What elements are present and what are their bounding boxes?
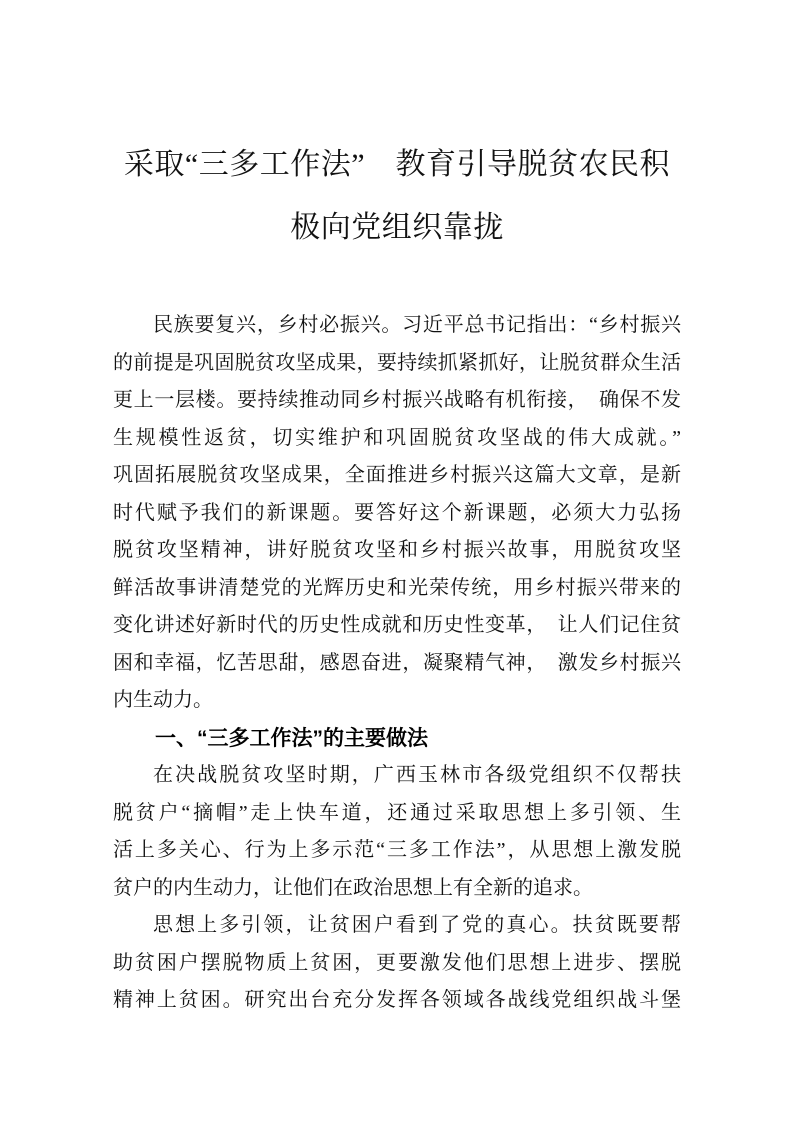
body-line: 思想上多引领，让贫困户看到了党的真心。扶贫既要帮	[153, 914, 681, 936]
body-line: 变化讲述好新时代的历史性成就和历史性变革， 让人们记住贫	[113, 614, 681, 636]
body-line: 脱贫攻坚精神，讲好脱贫攻坚和乡村振兴故事，用脱贫攻坚	[113, 539, 681, 561]
body-line: 脱贫户“摘帽”走上快车道，还通过采取思想上多引领、生	[113, 801, 681, 824]
section-heading: 一、“三多工作法”的主要做法	[155, 726, 428, 750]
document-title	[0, 0, 794, 259]
document-body	[113, 307, 681, 1020]
title-line-1: 采取“三多工作法” 教育引导脱贫农民积	[123, 148, 671, 181]
body-line: 更上一层楼。要持续推动同乡村振兴战略有机衔接， 确保不发	[113, 389, 681, 411]
body-line: 生规模性返贫，切实维护和巩固脱贫攻坚战的伟大成就。”	[113, 426, 681, 449]
body-line: 巩固拓展脱贫攻坚成果，全面推进乡村振兴这篇大文章，是新	[113, 464, 681, 486]
body-line: 困和幸福，忆苦思甜，感恩奋进，凝聚精气神， 激发乡村振兴	[113, 651, 681, 674]
body-line: 的前提是巩固脱贫攻坚成果，要持续抓紧抓好，让脱贫群众生活	[113, 351, 681, 374]
body-line: 活上多关心、行为上多示范“三多工作法”，从思想上激发脱	[113, 839, 681, 861]
body-line: 民族要复兴，乡村必振兴。习近平总书记指出：“乡村振兴	[153, 314, 681, 336]
title-line-2: 极向党组织靠拢	[290, 211, 504, 244]
body-line: 精神上贫困。研究出台充分发挥各领域各战线党组织战斗堡	[113, 989, 681, 1011]
body-line: 贫户的内生动力，让他们在政治思想上有全新的追求。	[113, 876, 593, 899]
body-line: 在决战脱贫攻坚时期，广西玉林市各级党组织不仅帮扶	[153, 764, 681, 786]
body-line: 鲜活故事讲清楚党的光辉历史和光荣传统，用乡村振兴带来的	[113, 576, 681, 599]
body-line: 时代赋予我们的新课题。要答好这个新课题，必须大力弘扬	[113, 501, 681, 524]
body-line: 助贫困户摆脱物质上贫困，更要激发他们思想上进步、摆脱	[113, 951, 681, 974]
body-line: 内生动力。	[113, 689, 213, 711]
